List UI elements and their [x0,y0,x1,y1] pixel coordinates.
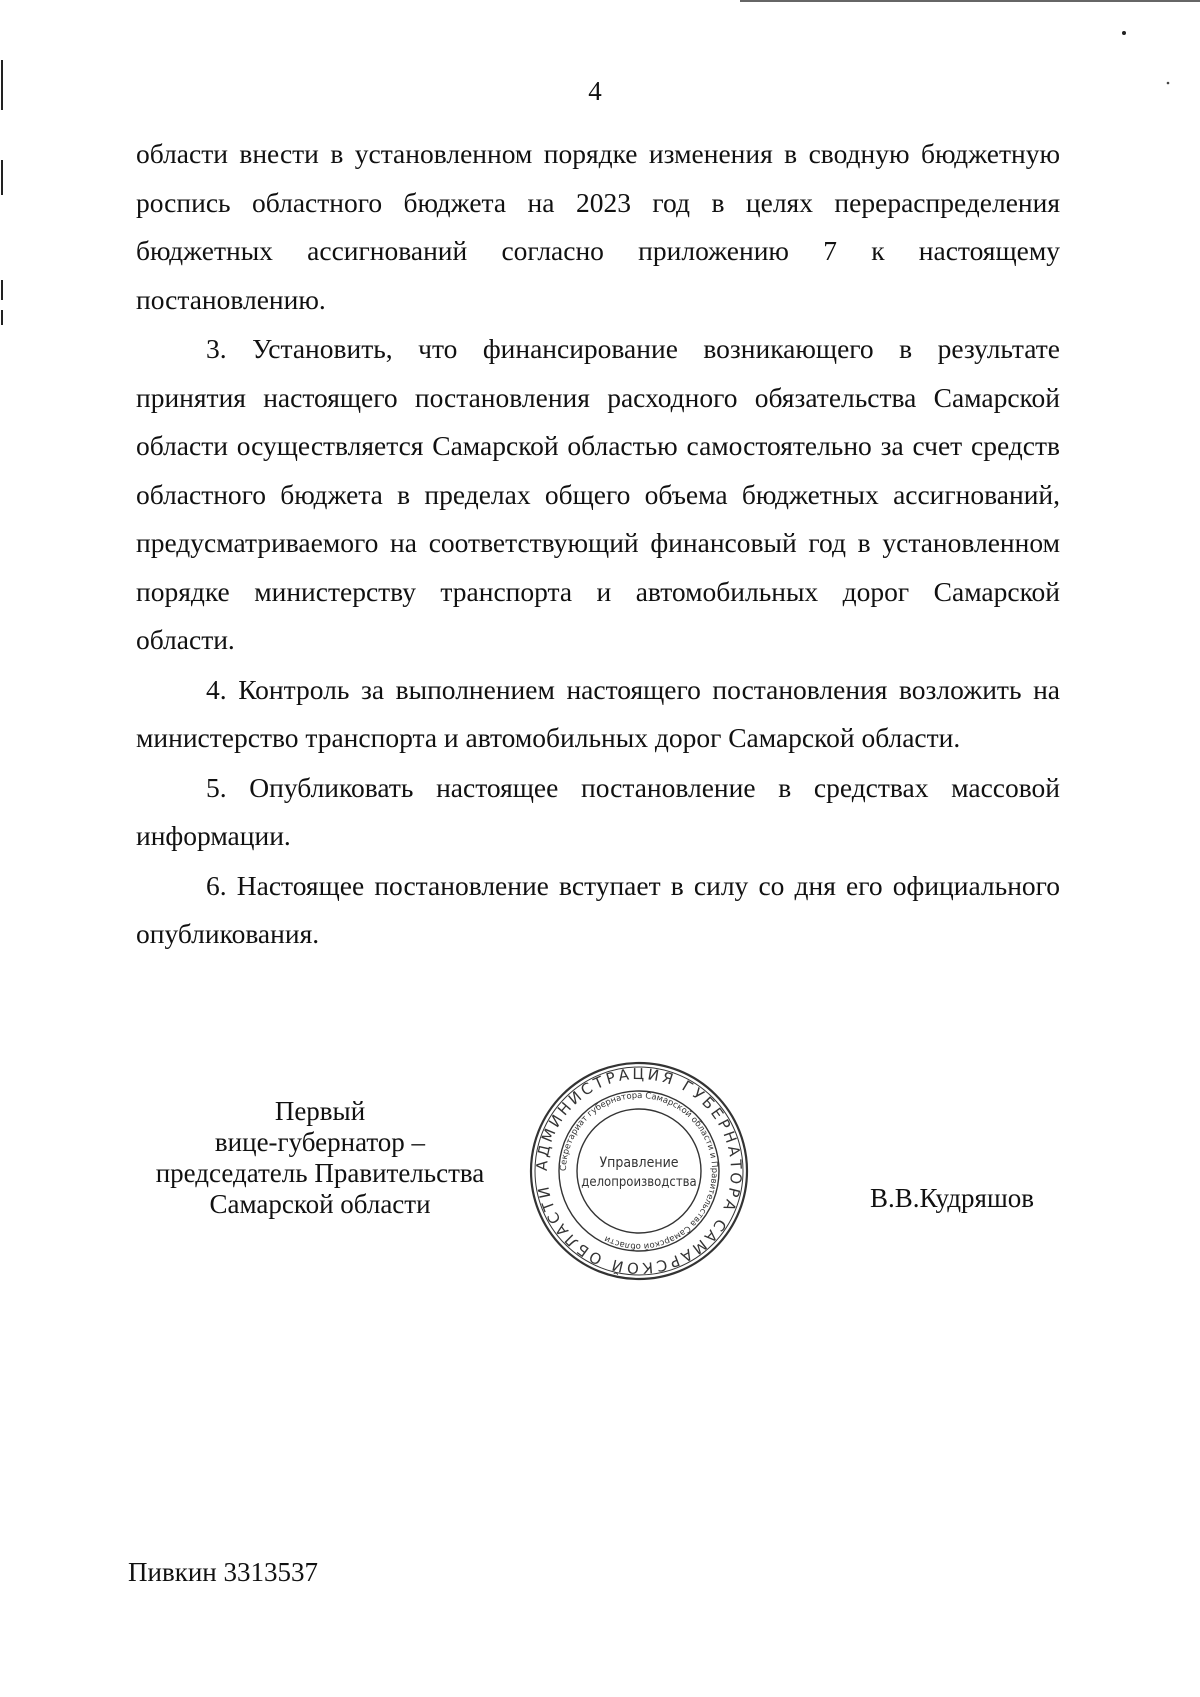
stamp-outer-text: АДМИНИСТРАЦИЯ ГУБЕРНАТОРА САМАРСКОЙ ОБЛАСТИ [532,1064,746,1278]
signatory-title-line: вице-губернатор – [214,1127,426,1157]
paragraph-4: 4. Контроль за выполнением настоящего постановления возложить на министерство транспорта и автомобильных дорог Самарской области. [136,673,1060,753]
executor-contact: Пивкин 3313537 [128,1557,318,1587]
paragraph-6: 6. Настоящее постановление вступает в силу со дня его официального опубликования. [136,869,1060,949]
signatory-title-line: председатель Правительства [155,1158,485,1188]
signatory-title-line: Первый [274,1096,366,1126]
page-number: 4 [588,76,602,106]
official-stamp [526,1058,752,1284]
stamp-center-line-1: Управление [599,1155,679,1171]
scan-speck [1122,31,1126,35]
paragraph-3: 3. Установить, что финансирование возникающего в результате принятия настоящего постановления расходного обязательства Самарской области осуществляется Самарской областью самостоятельно за счет средств областного бюджета в пределах общего объема бюджетных ассигнований, предусматриваемого на соответствующий финансовый год в установленном порядке министерству транспорта и автомобильных дорог Самарской области. [136,333,1060,655]
document-body [136,130,1060,959]
signatory-name: В.В.Кудряшов [870,1183,1034,1213]
signatory-title [130,1096,510,1220]
stamp-inner-ring [577,1109,701,1233]
stamp-center-line-2: делопроизводства [581,1175,697,1190]
paragraph-continuation: области внести в установленном порядке изменения в сводную бюджетную роспись областного бюджета на 2023 год в целях перераспределения бюджетных ассигнований согласно приложению 7 к настоящему постановлению. [136,138,1060,315]
signatory-title-line: Самарской области [209,1189,431,1219]
paragraph-5: 5. Опубликовать настоящее постановление в средствах массовой информации. [136,771,1060,851]
stamp-inner-ring-text: Секретариат губернатора Самарской области и Правительства Самарской области [558,1090,720,1252]
